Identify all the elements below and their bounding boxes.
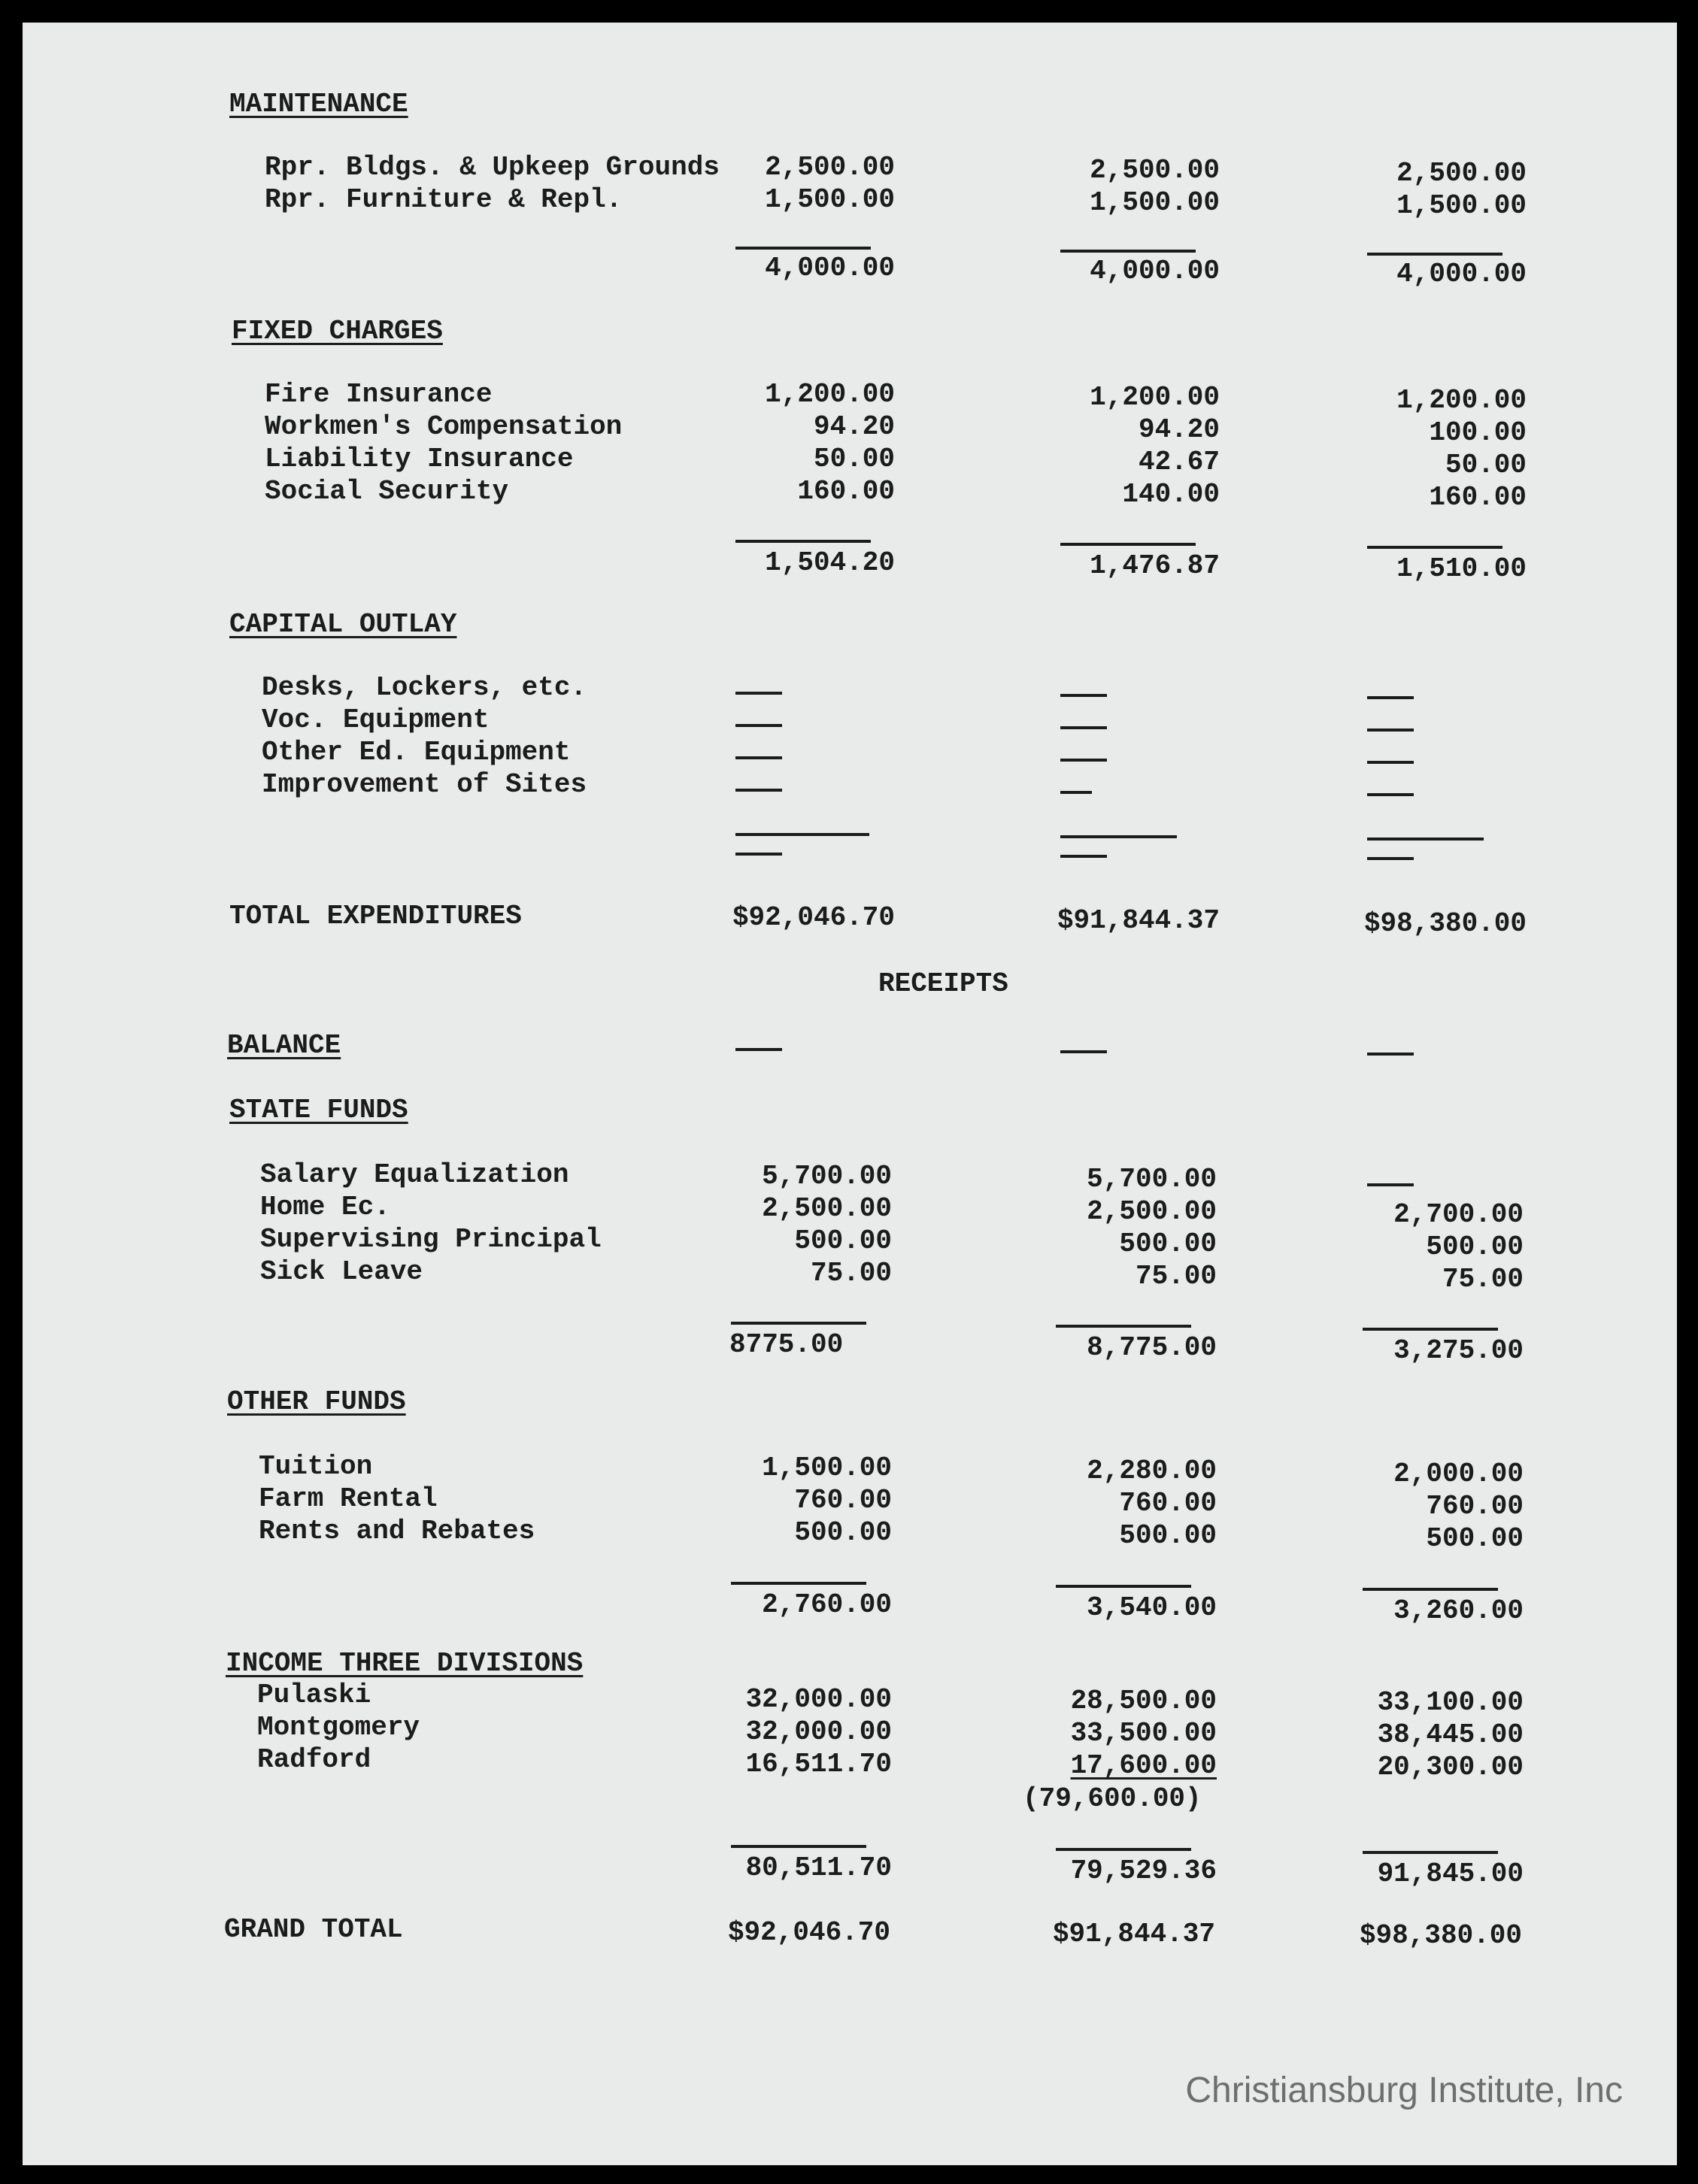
empty-total-dash (1060, 855, 1107, 858)
total-rule (1060, 543, 1196, 546)
row-value: 1,200.00 (1396, 385, 1527, 416)
section-heading-capital-outlay: CAPITAL OUTLAY (229, 609, 457, 640)
empty-value-dash (1060, 1050, 1107, 1053)
total-rule (1060, 250, 1196, 253)
row-value: 5,700.00 (762, 1161, 892, 1192)
grand-total-label: GRAND TOTAL (224, 1914, 403, 1945)
row-value: 94.20 (1138, 414, 1220, 445)
empty-value-dash (1060, 791, 1092, 794)
row-value: 2,500.00 (1396, 158, 1527, 189)
empty-value-dash (1367, 793, 1414, 796)
empty-value-dash (735, 692, 782, 695)
row-label: Rents and Rebates (259, 1516, 535, 1546)
row-label: Sick Leave (260, 1256, 423, 1287)
row-value: 1,500.00 (1090, 187, 1220, 218)
row-label: Tuition (259, 1451, 373, 1482)
row-value: 2,000.00 (1393, 1459, 1524, 1489)
total-rule (1363, 1851, 1498, 1854)
row-label: Rpr. Furniture & Repl. (265, 184, 623, 215)
total-rule (735, 540, 871, 543)
grand-total-value: $98,380.00 (1359, 1920, 1522, 1951)
row-value: 760.00 (1119, 1488, 1217, 1519)
row-label: Desks, Lockers, etc. (262, 672, 587, 703)
total-rule (1367, 253, 1502, 256)
total-rule (1056, 1585, 1191, 1588)
total-expenditures-value: $92,046.70 (732, 902, 895, 933)
section-total: 8775.00 (729, 1329, 844, 1360)
section-total: 4,000.00 (1396, 259, 1527, 289)
total-expenditures-value: $98,380.00 (1363, 908, 1527, 939)
section-total: 8,775.00 (1087, 1332, 1217, 1363)
row-value: 42.67 (1138, 447, 1220, 477)
section-heading-income: INCOME THREE DIVISIONS (226, 1648, 584, 1679)
empty-value-dash (1060, 694, 1107, 697)
row-value: 1,500.00 (1396, 190, 1527, 221)
total-rule (1363, 1588, 1498, 1591)
row-value: 1,500.00 (762, 1452, 892, 1483)
row-label: Liability Insurance (265, 444, 574, 474)
row-label: Other Ed. Equipment (262, 737, 571, 768)
row-value: 20,300.00 (1377, 1752, 1524, 1783)
row-value: 160.00 (1429, 482, 1527, 513)
grand-total-value: $92,046.70 (727, 1917, 890, 1948)
row-value: 2,500.00 (762, 1193, 892, 1224)
empty-value-dash (1367, 729, 1414, 732)
section-total: 4,000.00 (765, 253, 895, 283)
total-rule (1367, 546, 1502, 549)
row-value: 500.00 (794, 1517, 892, 1548)
section-total: 3,540.00 (1087, 1592, 1217, 1623)
section-total: 3,275.00 (1393, 1335, 1524, 1366)
document-page (23, 23, 1677, 2165)
row-value: 760.00 (1426, 1491, 1524, 1522)
empty-value-dash (735, 789, 782, 792)
total-expenditures-label: TOTAL EXPENDITURES (229, 901, 522, 931)
section-total: 80,511.70 (745, 1852, 892, 1883)
section-total: 4,000.00 (1090, 256, 1220, 286)
row-label: Home Ec. (260, 1192, 390, 1222)
row-value: 2,500.00 (1090, 155, 1220, 186)
total-rule (735, 833, 869, 836)
row-label: Radford (257, 1744, 371, 1775)
row-value: 100.00 (1429, 417, 1527, 448)
row-value: 75.00 (1135, 1261, 1217, 1292)
total-rule (731, 1322, 866, 1325)
income-subnote: (79,600.00) (1023, 1783, 1202, 1814)
row-value: 2,500.00 (1087, 1196, 1217, 1227)
row-value: 1,500.00 (765, 184, 895, 215)
row-label: Pulaski (257, 1680, 371, 1710)
row-value: 140.00 (1122, 479, 1220, 510)
row-value: 75.00 (810, 1258, 892, 1289)
row-value: 1,200.00 (1090, 382, 1220, 413)
total-rule (1056, 1325, 1191, 1328)
empty-value-dash (1060, 759, 1107, 762)
grand-total-value: $91,844.37 (1052, 1919, 1215, 1949)
row-label: Improvement of Sites (262, 769, 587, 800)
section-total: 91,845.00 (1377, 1858, 1524, 1889)
section-total: 2,760.00 (762, 1589, 892, 1620)
total-rule (735, 247, 871, 250)
row-value: 33,500.00 (1070, 1718, 1217, 1749)
section-total: 1,476.87 (1090, 550, 1220, 581)
row-label: Salary Equalization (260, 1159, 569, 1190)
total-rule (1363, 1328, 1498, 1331)
section-total: 1,504.20 (765, 547, 895, 578)
row-value: 75.00 (1442, 1264, 1524, 1295)
row-value: 17,600.00 (1070, 1750, 1217, 1781)
empty-value-dash (1367, 696, 1414, 699)
row-label: Rpr. Bldgs. & Upkeep Grounds (265, 152, 720, 183)
receipts-heading: RECEIPTS (878, 968, 1008, 999)
empty-value-dash (735, 1048, 782, 1051)
row-value: 38,445.00 (1377, 1719, 1524, 1750)
row-value: 50.00 (813, 444, 895, 474)
row-value: 2,280.00 (1087, 1455, 1217, 1486)
empty-total-dash (1367, 857, 1414, 860)
row-value: 33,100.00 (1377, 1687, 1524, 1718)
row-value: 500.00 (794, 1225, 892, 1256)
section-heading-balance: BALANCE (227, 1030, 341, 1061)
total-rule (1060, 835, 1177, 838)
row-label: Montgomery (257, 1712, 420, 1743)
total-rule (731, 1845, 866, 1848)
section-heading-fixed-charges: FIXED CHARGES (232, 316, 443, 347)
row-label: Workmen's Compensation (265, 411, 623, 442)
row-value: 94.20 (813, 411, 895, 442)
section-total: 1,510.00 (1396, 553, 1527, 584)
total-rule (1367, 838, 1484, 841)
empty-value-dash (1060, 726, 1107, 729)
row-value: 50.00 (1445, 450, 1527, 480)
total-rule (731, 1582, 866, 1585)
row-value: 500.00 (1426, 1523, 1524, 1554)
empty-value-dash (735, 756, 782, 759)
empty-total-dash (735, 853, 782, 856)
row-value: 2,700.00 (1393, 1199, 1524, 1230)
watermark: Christiansburg Institute, Inc (1185, 2070, 1623, 2110)
section-heading-other-funds: OTHER FUNDS (227, 1386, 406, 1417)
row-label: Fire Insurance (265, 379, 493, 410)
row-value: 5,700.00 (1087, 1164, 1217, 1195)
row-value: 2,500.00 (765, 152, 895, 183)
empty-value-dash (1367, 761, 1414, 764)
empty-value-dash (1367, 1053, 1414, 1056)
row-value: 160.00 (797, 476, 895, 507)
row-value: 500.00 (1119, 1228, 1217, 1259)
row-label: Social Security (265, 476, 509, 507)
section-heading-state-funds: STATE FUNDS (229, 1095, 408, 1125)
section-total: 3,260.00 (1393, 1595, 1524, 1626)
row-label: Farm Rental (259, 1483, 438, 1514)
section-total: 79,529.36 (1070, 1855, 1217, 1886)
total-expenditures-value: $91,844.37 (1057, 905, 1220, 936)
row-value: 32,000.00 (745, 1716, 892, 1747)
row-value: 500.00 (1426, 1231, 1524, 1262)
row-label: Supervising Principal (260, 1224, 602, 1255)
row-value: 28,500.00 (1070, 1686, 1217, 1716)
row-value: 500.00 (1119, 1520, 1217, 1551)
empty-value-dash (1367, 1183, 1414, 1186)
row-value: 1,200.00 (765, 379, 895, 410)
section-heading-maintenance: MAINTENANCE (229, 89, 408, 120)
row-label: Voc. Equipment (262, 704, 490, 735)
empty-value-dash (735, 724, 782, 727)
row-value: 16,511.70 (745, 1749, 892, 1780)
total-rule (1056, 1848, 1191, 1851)
row-value: 32,000.00 (745, 1684, 892, 1715)
row-value: 760.00 (794, 1485, 892, 1516)
